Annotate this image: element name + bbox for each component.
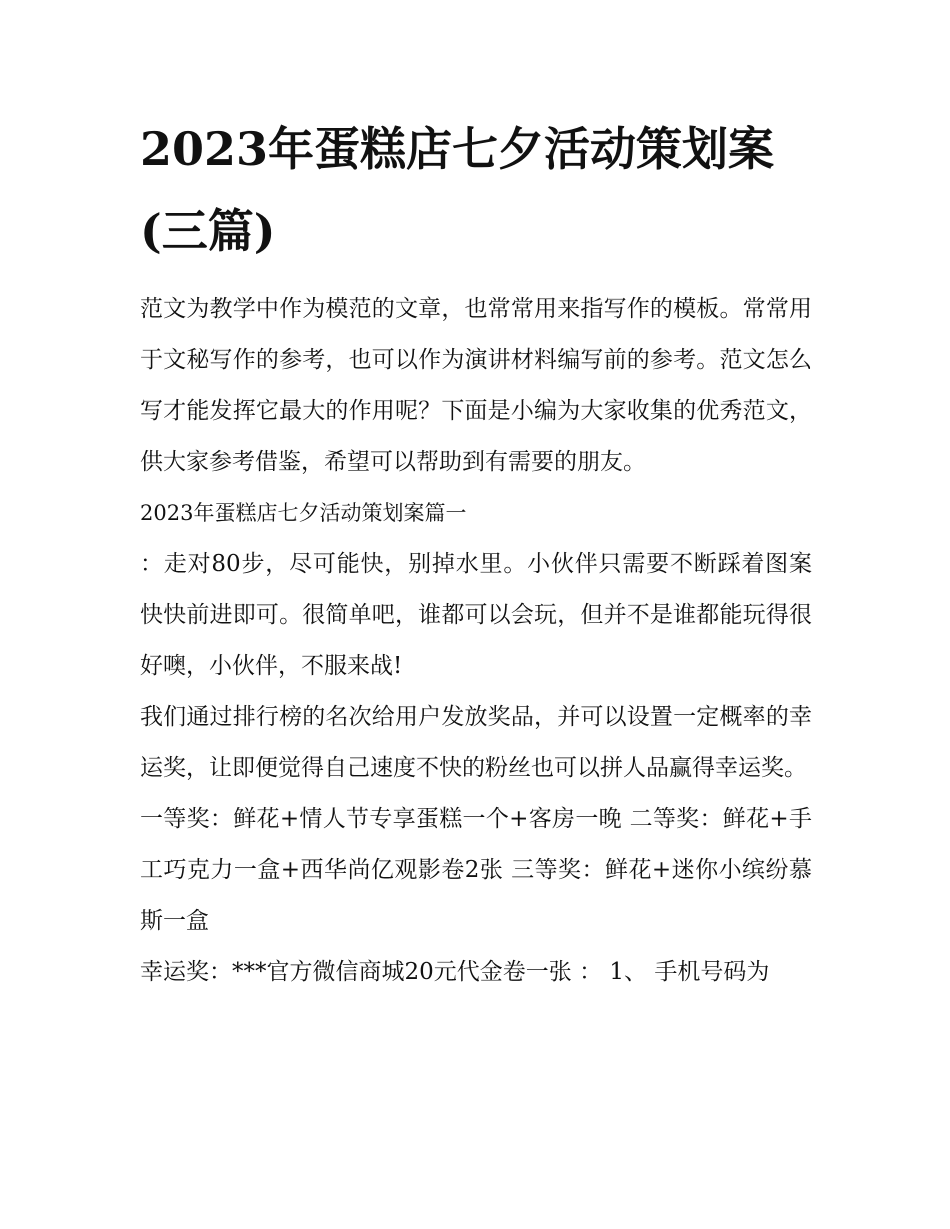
lucky-prize-paragraph: 幸运奖：***官方微信商城20元代金卷一张 ： 1、 手机号码为 — [140, 959, 770, 985]
section-heading: 2023年蛋糕店七夕活动策划案篇一 — [140, 501, 467, 525]
game-rules-paragraph: ：走对80步，尽可能快，别掉水里。小伙伴只需要不断踩着图案快快前进即可。很简单吧，谁都可以会玩，但并不是谁都能玩得很好噢，小伙伴，不服来战! — [140, 551, 812, 679]
intro-paragraph: 范文为教学中作为模范的文章，也常常用来指写作的模板。常常用于文秘写作的参考，也可以作为演讲材料编写前的参考。范文怎么写才能发挥它最大的作用呢？下面是小编为大家收集的优秀范文，供大家参考借鉴，希望可以帮助到有需要的朋友。 — [140, 296, 812, 475]
document-title: 2023年蛋糕店七夕活动策划案(三篇) — [140, 122, 775, 258]
document-page — [140, 108, 812, 998]
prize-method-paragraph: 我们通过排行榜的名次给用户发放奖品，并可以设置一定概率的幸运奖，让即便觉得自己速度不快的粉丝也可以拼人品赢得幸运奖。 — [140, 704, 812, 781]
prize-list-paragraph: 一等奖：鲜花+情人节专享蛋糕一个+客房一晚 二等奖：鲜花+手工巧克力一盒+西华尚亿观影卷2张 三等奖：鲜花+迷你小缤纷慕斯一盒 — [140, 806, 812, 934]
